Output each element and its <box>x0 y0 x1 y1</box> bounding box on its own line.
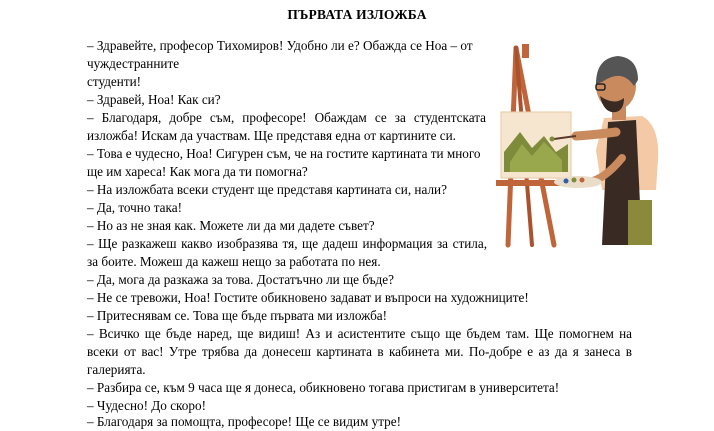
text-line: – Чудесно! До скоро! <box>87 398 206 413</box>
text-line: чуждестранните <box>87 56 180 71</box>
text-line: – Здравейте, професор Тихомиров! Удобно ли е? Обажда се Ноа – от <box>87 38 473 53</box>
text-line: – Да, точно така! <box>87 200 182 215</box>
text-line: студенти! <box>87 74 142 89</box>
painter-at-easel-icon <box>492 40 667 255</box>
text-line: – Благодаря за помощта, професоре! Ще се видим утре! <box>87 414 401 429</box>
document-title: ПЪРВАТА ИЗЛОЖБА <box>287 7 427 22</box>
text-line: – Ще разкажеш какво изобразява тя, ще дадеш информация за стила, <box>87 236 487 251</box>
text-line: галерията. <box>87 362 146 377</box>
text-line: за боите. Можеш да кажеш нещо за работата по нея. <box>87 254 381 269</box>
text-line: всеки от вас! Утре трябва да донесеш картината в кабинета ми. По-добре е аз да я занеса в <box>87 344 632 359</box>
text-line: – Не се тревожи, Ноа! Гостите обикновено задават и въпроси на художниците! <box>87 290 529 305</box>
text-line: – Разбира се, към 9 часа ще я донеса, обикновено тогава пристигам в университета! <box>87 380 560 395</box>
text-line: – Притеснявам се. Това ще бъде първата ми изложба! <box>87 308 388 323</box>
text-line: ще им хареса! Как мога да ти помогна? <box>87 164 308 179</box>
text-line: – На изложбата всеки студент ще представя картината си, нали? <box>87 182 447 197</box>
text-line: – Благодаря, добре съм, професоре! Обаждам се за студентската <box>87 110 486 125</box>
text-line: – Това е чудесно, Ноа! Сигурен съм, че на гостите картината ти много <box>87 146 481 161</box>
text-line: – Здравей, Ноа! Как си? <box>87 92 221 107</box>
text-line: – Всичко ще бъде наред, ще видиш! Аз и асистентите също ще бъдем там. Ще помогнем на <box>87 326 632 341</box>
text-line: изложба! Искам да участвам. Ще представя една от картините си. <box>87 128 456 143</box>
text-line: – Да, мога да разкажа за това. Достатъчно ли ще бъде? <box>87 272 394 287</box>
canvas <box>501 112 571 178</box>
text-line: – Но аз не зная как. Можете ли да ми дадете съвет? <box>87 218 375 233</box>
